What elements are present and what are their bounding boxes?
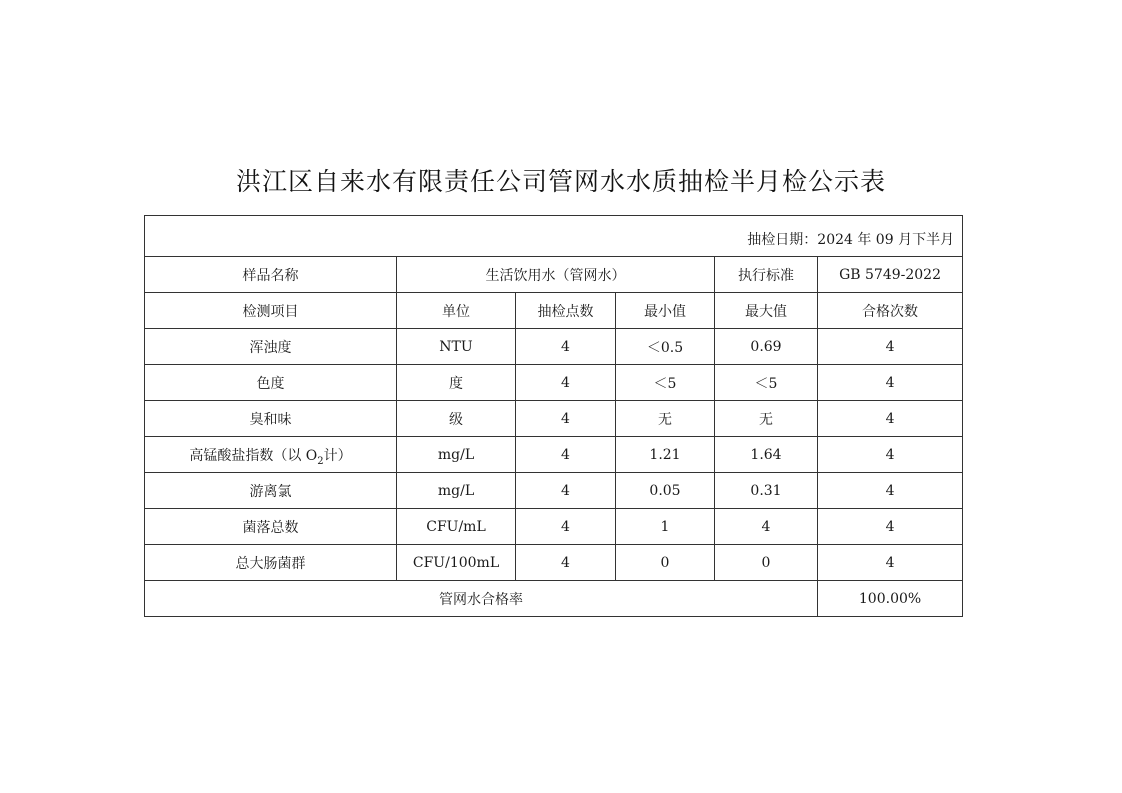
- standard-value: GB 5749-2022: [818, 257, 963, 293]
- cell-item: 臭和味: [145, 401, 397, 437]
- standard-label: 执行标准: [715, 257, 818, 293]
- cell-pass: 4: [818, 509, 963, 545]
- cell-item: 总大肠菌群: [145, 545, 397, 581]
- header-pass: 合格次数: [818, 293, 963, 329]
- table-header-row: [145, 293, 963, 329]
- cell-min: ＜5: [616, 365, 715, 401]
- cell-max: 4: [715, 509, 818, 545]
- cell-pass: 4: [818, 329, 963, 365]
- cell-unit: mg/L: [397, 473, 516, 509]
- cell-item: 菌落总数: [145, 509, 397, 545]
- cell-item: [145, 437, 397, 473]
- sample-date-row: [145, 216, 963, 257]
- sample-name-label: 样品名称: [145, 257, 397, 293]
- sample-info-row: [145, 257, 963, 293]
- sample-date: 抽检日期：2024 年 09 月下半月: [145, 216, 963, 257]
- cell-item-suffix: 计）: [323, 447, 352, 464]
- cell-pass: 4: [818, 437, 963, 473]
- header-item: 检测项目: [145, 293, 397, 329]
- cell-item: 色度: [145, 365, 397, 401]
- pass-rate-label: 管网水合格率: [145, 581, 818, 617]
- cell-points: 4: [516, 509, 616, 545]
- cell-item: 浑浊度: [145, 329, 397, 365]
- cell-min: 0.05: [616, 473, 715, 509]
- cell-min: 0: [616, 545, 715, 581]
- table-row: [145, 329, 963, 365]
- cell-max: 0: [715, 545, 818, 581]
- water-quality-table: [144, 215, 963, 617]
- cell-unit: mg/L: [397, 437, 516, 473]
- header-points: 抽检点数: [516, 293, 616, 329]
- cell-item: 游离氯: [145, 473, 397, 509]
- cell-min: 1: [616, 509, 715, 545]
- cell-points: 4: [516, 329, 616, 365]
- cell-points: 4: [516, 437, 616, 473]
- cell-min: 无: [616, 401, 715, 437]
- cell-points: 4: [516, 365, 616, 401]
- cell-pass: 4: [818, 401, 963, 437]
- cell-max: ＜5: [715, 365, 818, 401]
- table-row: [145, 401, 963, 437]
- cell-pass: 4: [818, 365, 963, 401]
- pass-rate-value: 100.00%: [818, 581, 963, 617]
- cell-points: 4: [516, 545, 616, 581]
- table-row: [145, 473, 963, 509]
- cell-item-prefix: 高锰酸盐指数（以 O: [189, 447, 318, 464]
- cell-min: ＜0.5: [616, 329, 715, 365]
- cell-item-subscript: 2: [317, 455, 324, 467]
- cell-unit: CFU/mL: [397, 509, 516, 545]
- cell-max: 无: [715, 401, 818, 437]
- cell-points: 4: [516, 473, 616, 509]
- cell-max: 1.64: [715, 437, 818, 473]
- table-row: [145, 365, 963, 401]
- cell-pass: 4: [818, 545, 963, 581]
- page-title: 洪江区自来水有限责任公司管网水水质抽检半月检公示表: [235, 167, 886, 196]
- table-row: [145, 545, 963, 581]
- cell-unit: CFU/100mL: [397, 545, 516, 581]
- cell-max: 0.31: [715, 473, 818, 509]
- cell-unit: 度: [397, 365, 516, 401]
- header-max: 最大值: [715, 293, 818, 329]
- cell-pass: 4: [818, 473, 963, 509]
- cell-unit: NTU: [397, 329, 516, 365]
- cell-max: 0.69: [715, 329, 818, 365]
- header-min: 最小值: [616, 293, 715, 329]
- sample-name-value: 生活饮用水（管网水）: [397, 257, 715, 293]
- table-row: [145, 437, 963, 473]
- header-unit: 单位: [397, 293, 516, 329]
- cell-unit: 级: [397, 401, 516, 437]
- table-row: [145, 509, 963, 545]
- cell-min: 1.21: [616, 437, 715, 473]
- cell-points: 4: [516, 401, 616, 437]
- pass-rate-row: [145, 581, 963, 617]
